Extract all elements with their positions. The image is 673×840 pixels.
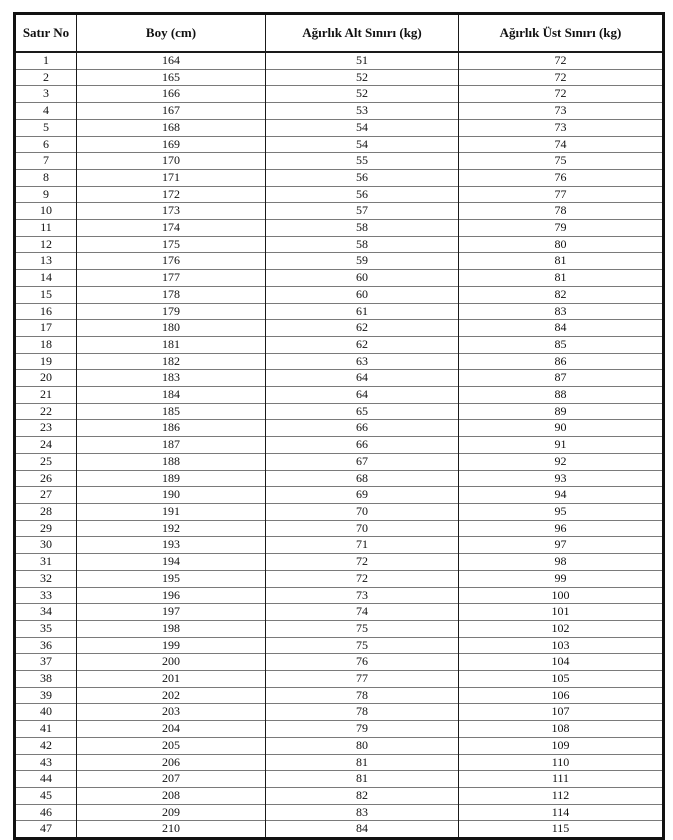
table-row <box>15 169 664 186</box>
column-header-boy-cm: Boy (cm) <box>77 14 266 53</box>
column-header-agirlik-ust-siniri: Ağırlık Üst Sınırı (kg) <box>459 14 664 53</box>
table-row <box>15 136 664 153</box>
table-row <box>15 487 664 504</box>
cell-boy-cm: 204 <box>77 721 266 738</box>
cell-agirlik-alt-siniri: 75 <box>266 637 459 654</box>
cell-agirlik-ust-siniri: 94 <box>459 487 664 504</box>
cell-agirlik-alt-siniri: 58 <box>266 220 459 237</box>
cell-agirlik-ust-siniri: 95 <box>459 503 664 520</box>
cell-agirlik-alt-siniri: 64 <box>266 387 459 404</box>
cell-satir-no: 23 <box>15 420 77 437</box>
table-row <box>15 771 664 788</box>
cell-agirlik-ust-siniri: 80 <box>459 236 664 253</box>
cell-agirlik-alt-siniri: 80 <box>266 737 459 754</box>
table-row <box>15 336 664 353</box>
cell-agirlik-alt-siniri: 53 <box>266 103 459 120</box>
cell-boy-cm: 201 <box>77 671 266 688</box>
table-row <box>15 220 664 237</box>
cell-boy-cm: 172 <box>77 186 266 203</box>
cell-agirlik-alt-siniri: 51 <box>266 52 459 69</box>
cell-satir-no: 37 <box>15 654 77 671</box>
cell-agirlik-ust-siniri: 72 <box>459 86 664 103</box>
cell-agirlik-alt-siniri: 83 <box>266 804 459 821</box>
cell-agirlik-alt-siniri: 81 <box>266 754 459 771</box>
cell-agirlik-alt-siniri: 76 <box>266 654 459 671</box>
cell-satir-no: 1 <box>15 52 77 69</box>
cell-agirlik-ust-siniri: 85 <box>459 336 664 353</box>
table-row <box>15 570 664 587</box>
cell-satir-no: 34 <box>15 604 77 621</box>
table-row <box>15 620 664 637</box>
cell-boy-cm: 193 <box>77 537 266 554</box>
cell-satir-no: 33 <box>15 587 77 604</box>
cell-satir-no: 31 <box>15 554 77 571</box>
cell-boy-cm: 174 <box>77 220 266 237</box>
cell-agirlik-ust-siniri: 75 <box>459 153 664 170</box>
cell-satir-no: 10 <box>15 203 77 220</box>
cell-agirlik-ust-siniri: 72 <box>459 69 664 86</box>
table-row <box>15 103 664 120</box>
cell-boy-cm: 183 <box>77 370 266 387</box>
cell-boy-cm: 180 <box>77 320 266 337</box>
cell-boy-cm: 169 <box>77 136 266 153</box>
cell-agirlik-ust-siniri: 90 <box>459 420 664 437</box>
cell-boy-cm: 208 <box>77 787 266 804</box>
table-row <box>15 303 664 320</box>
cell-satir-no: 3 <box>15 86 77 103</box>
cell-agirlik-ust-siniri: 73 <box>459 119 664 136</box>
cell-boy-cm: 202 <box>77 687 266 704</box>
cell-agirlik-alt-siniri: 57 <box>266 203 459 220</box>
table-row <box>15 503 664 520</box>
cell-agirlik-ust-siniri: 72 <box>459 52 664 69</box>
cell-agirlik-ust-siniri: 100 <box>459 587 664 604</box>
cell-satir-no: 24 <box>15 437 77 454</box>
table-row <box>15 821 664 839</box>
cell-agirlik-ust-siniri: 81 <box>459 270 664 287</box>
cell-boy-cm: 182 <box>77 353 266 370</box>
cell-boy-cm: 209 <box>77 804 266 821</box>
cell-agirlik-alt-siniri: 70 <box>266 520 459 537</box>
cell-boy-cm: 177 <box>77 270 266 287</box>
cell-satir-no: 8 <box>15 169 77 186</box>
cell-agirlik-alt-siniri: 54 <box>266 119 459 136</box>
cell-satir-no: 9 <box>15 186 77 203</box>
cell-agirlik-alt-siniri: 59 <box>266 253 459 270</box>
table-row <box>15 737 664 754</box>
cell-agirlik-ust-siniri: 104 <box>459 654 664 671</box>
cell-agirlik-alt-siniri: 81 <box>266 771 459 788</box>
cell-satir-no: 21 <box>15 387 77 404</box>
cell-satir-no: 20 <box>15 370 77 387</box>
table-row <box>15 420 664 437</box>
cell-agirlik-alt-siniri: 69 <box>266 487 459 504</box>
header-row <box>15 14 664 53</box>
table-body <box>15 52 664 839</box>
table-row <box>15 253 664 270</box>
cell-agirlik-alt-siniri: 54 <box>266 136 459 153</box>
cell-agirlik-ust-siniri: 78 <box>459 203 664 220</box>
cell-boy-cm: 166 <box>77 86 266 103</box>
table-row <box>15 353 664 370</box>
cell-agirlik-alt-siniri: 78 <box>266 687 459 704</box>
table-row <box>15 721 664 738</box>
table-row <box>15 286 664 303</box>
cell-satir-no: 5 <box>15 119 77 136</box>
cell-satir-no: 47 <box>15 821 77 839</box>
cell-agirlik-ust-siniri: 108 <box>459 721 664 738</box>
cell-boy-cm: 187 <box>77 437 266 454</box>
cell-boy-cm: 197 <box>77 604 266 621</box>
cell-agirlik-alt-siniri: 68 <box>266 470 459 487</box>
table-row <box>15 52 664 69</box>
table-row <box>15 470 664 487</box>
cell-boy-cm: 199 <box>77 637 266 654</box>
table-row <box>15 320 664 337</box>
cell-agirlik-alt-siniri: 61 <box>266 303 459 320</box>
table-row <box>15 520 664 537</box>
cell-agirlik-alt-siniri: 74 <box>266 604 459 621</box>
cell-satir-no: 29 <box>15 520 77 537</box>
cell-boy-cm: 205 <box>77 737 266 754</box>
cell-satir-no: 35 <box>15 620 77 637</box>
cell-agirlik-ust-siniri: 88 <box>459 387 664 404</box>
cell-agirlik-ust-siniri: 103 <box>459 637 664 654</box>
table-row <box>15 554 664 571</box>
cell-agirlik-alt-siniri: 55 <box>266 153 459 170</box>
cell-boy-cm: 164 <box>77 52 266 69</box>
cell-agirlik-ust-siniri: 82 <box>459 286 664 303</box>
table-row <box>15 403 664 420</box>
cell-agirlik-ust-siniri: 84 <box>459 320 664 337</box>
cell-boy-cm: 190 <box>77 487 266 504</box>
cell-agirlik-alt-siniri: 60 <box>266 286 459 303</box>
cell-agirlik-ust-siniri: 105 <box>459 671 664 688</box>
cell-satir-no: 42 <box>15 737 77 754</box>
cell-agirlik-ust-siniri: 98 <box>459 554 664 571</box>
cell-boy-cm: 179 <box>77 303 266 320</box>
cell-satir-no: 18 <box>15 336 77 353</box>
cell-agirlik-ust-siniri: 109 <box>459 737 664 754</box>
cell-agirlik-alt-siniri: 52 <box>266 86 459 103</box>
cell-agirlik-ust-siniri: 86 <box>459 353 664 370</box>
table-row <box>15 537 664 554</box>
cell-agirlik-alt-siniri: 56 <box>266 186 459 203</box>
cell-boy-cm: 191 <box>77 503 266 520</box>
cell-boy-cm: 207 <box>77 771 266 788</box>
cell-boy-cm: 194 <box>77 554 266 571</box>
cell-agirlik-alt-siniri: 77 <box>266 671 459 688</box>
cell-agirlik-alt-siniri: 73 <box>266 587 459 604</box>
cell-agirlik-ust-siniri: 112 <box>459 787 664 804</box>
cell-agirlik-ust-siniri: 89 <box>459 403 664 420</box>
cell-agirlik-alt-siniri: 66 <box>266 437 459 454</box>
cell-agirlik-alt-siniri: 56 <box>266 169 459 186</box>
table-row <box>15 787 664 804</box>
cell-agirlik-ust-siniri: 115 <box>459 821 664 839</box>
cell-boy-cm: 185 <box>77 403 266 420</box>
cell-satir-no: 6 <box>15 136 77 153</box>
cell-boy-cm: 196 <box>77 587 266 604</box>
cell-satir-no: 7 <box>15 153 77 170</box>
cell-satir-no: 43 <box>15 754 77 771</box>
table-row <box>15 153 664 170</box>
cell-agirlik-alt-siniri: 71 <box>266 537 459 554</box>
table-header <box>15 14 664 53</box>
cell-agirlik-ust-siniri: 102 <box>459 620 664 637</box>
cell-agirlik-ust-siniri: 111 <box>459 771 664 788</box>
cell-agirlik-ust-siniri: 91 <box>459 437 664 454</box>
table-row <box>15 654 664 671</box>
cell-agirlik-alt-siniri: 84 <box>266 821 459 839</box>
table-row <box>15 804 664 821</box>
cell-agirlik-ust-siniri: 81 <box>459 253 664 270</box>
cell-boy-cm: 165 <box>77 69 266 86</box>
cell-satir-no: 14 <box>15 270 77 287</box>
cell-boy-cm: 181 <box>77 336 266 353</box>
cell-satir-no: 39 <box>15 687 77 704</box>
cell-satir-no: 11 <box>15 220 77 237</box>
cell-satir-no: 36 <box>15 637 77 654</box>
cell-agirlik-ust-siniri: 92 <box>459 453 664 470</box>
cell-satir-no: 28 <box>15 503 77 520</box>
cell-satir-no: 40 <box>15 704 77 721</box>
cell-satir-no: 15 <box>15 286 77 303</box>
cell-satir-no: 2 <box>15 69 77 86</box>
cell-boy-cm: 206 <box>77 754 266 771</box>
cell-agirlik-alt-siniri: 58 <box>266 236 459 253</box>
cell-boy-cm: 198 <box>77 620 266 637</box>
table-row <box>15 687 664 704</box>
cell-agirlik-ust-siniri: 77 <box>459 186 664 203</box>
cell-boy-cm: 170 <box>77 153 266 170</box>
cell-satir-no: 25 <box>15 453 77 470</box>
cell-boy-cm: 200 <box>77 654 266 671</box>
cell-agirlik-alt-siniri: 72 <box>266 554 459 571</box>
cell-agirlik-alt-siniri: 72 <box>266 570 459 587</box>
cell-agirlik-ust-siniri: 110 <box>459 754 664 771</box>
cell-agirlik-ust-siniri: 96 <box>459 520 664 537</box>
cell-agirlik-ust-siniri: 93 <box>459 470 664 487</box>
cell-agirlik-alt-siniri: 66 <box>266 420 459 437</box>
cell-satir-no: 26 <box>15 470 77 487</box>
table-row <box>15 671 664 688</box>
table-row <box>15 604 664 621</box>
cell-agirlik-alt-siniri: 62 <box>266 320 459 337</box>
table-row <box>15 704 664 721</box>
cell-agirlik-alt-siniri: 78 <box>266 704 459 721</box>
cell-boy-cm: 184 <box>77 387 266 404</box>
table-row <box>15 119 664 136</box>
table-row <box>15 587 664 604</box>
cell-satir-no: 16 <box>15 303 77 320</box>
cell-agirlik-ust-siniri: 97 <box>459 537 664 554</box>
cell-agirlik-ust-siniri: 101 <box>459 604 664 621</box>
cell-agirlik-ust-siniri: 87 <box>459 370 664 387</box>
table-row <box>15 270 664 287</box>
cell-satir-no: 45 <box>15 787 77 804</box>
cell-boy-cm: 173 <box>77 203 266 220</box>
cell-boy-cm: 195 <box>77 570 266 587</box>
cell-satir-no: 46 <box>15 804 77 821</box>
cell-agirlik-alt-siniri: 62 <box>266 336 459 353</box>
cell-satir-no: 27 <box>15 487 77 504</box>
cell-boy-cm: 167 <box>77 103 266 120</box>
cell-boy-cm: 171 <box>77 169 266 186</box>
cell-boy-cm: 188 <box>77 453 266 470</box>
table-row <box>15 387 664 404</box>
cell-satir-no: 38 <box>15 671 77 688</box>
table-row <box>15 437 664 454</box>
table-row <box>15 453 664 470</box>
cell-agirlik-alt-siniri: 75 <box>266 620 459 637</box>
table-row <box>15 754 664 771</box>
cell-agirlik-ust-siniri: 107 <box>459 704 664 721</box>
cell-boy-cm: 176 <box>77 253 266 270</box>
cell-agirlik-alt-siniri: 70 <box>266 503 459 520</box>
cell-boy-cm: 186 <box>77 420 266 437</box>
cell-agirlik-alt-siniri: 52 <box>266 69 459 86</box>
cell-agirlik-ust-siniri: 73 <box>459 103 664 120</box>
table-row <box>15 69 664 86</box>
cell-agirlik-ust-siniri: 74 <box>459 136 664 153</box>
cell-agirlik-alt-siniri: 64 <box>266 370 459 387</box>
table-row <box>15 637 664 654</box>
cell-satir-no: 17 <box>15 320 77 337</box>
cell-satir-no: 12 <box>15 236 77 253</box>
cell-agirlik-alt-siniri: 67 <box>266 453 459 470</box>
cell-satir-no: 22 <box>15 403 77 420</box>
cell-agirlik-alt-siniri: 65 <box>266 403 459 420</box>
cell-agirlik-ust-siniri: 76 <box>459 169 664 186</box>
cell-agirlik-alt-siniri: 60 <box>266 270 459 287</box>
cell-satir-no: 19 <box>15 353 77 370</box>
cell-agirlik-ust-siniri: 83 <box>459 303 664 320</box>
cell-agirlik-alt-siniri: 63 <box>266 353 459 370</box>
cell-agirlik-ust-siniri: 114 <box>459 804 664 821</box>
table-row <box>15 236 664 253</box>
cell-satir-no: 30 <box>15 537 77 554</box>
cell-boy-cm: 189 <box>77 470 266 487</box>
table-row <box>15 203 664 220</box>
table-row <box>15 370 664 387</box>
column-header-agirlik-alt-siniri: Ağırlık Alt Sınırı (kg) <box>266 14 459 53</box>
cell-satir-no: 44 <box>15 771 77 788</box>
height-weight-limits-table <box>13 12 665 840</box>
cell-boy-cm: 210 <box>77 821 266 839</box>
cell-boy-cm: 192 <box>77 520 266 537</box>
column-header-satir-no: Satır No <box>15 14 77 53</box>
table-row <box>15 86 664 103</box>
cell-agirlik-ust-siniri: 99 <box>459 570 664 587</box>
cell-boy-cm: 203 <box>77 704 266 721</box>
cell-agirlik-alt-siniri: 82 <box>266 787 459 804</box>
cell-satir-no: 32 <box>15 570 77 587</box>
cell-satir-no: 13 <box>15 253 77 270</box>
cell-satir-no: 4 <box>15 103 77 120</box>
cell-boy-cm: 175 <box>77 236 266 253</box>
cell-agirlik-alt-siniri: 79 <box>266 721 459 738</box>
cell-boy-cm: 178 <box>77 286 266 303</box>
cell-satir-no: 41 <box>15 721 77 738</box>
cell-agirlik-ust-siniri: 79 <box>459 220 664 237</box>
table-row <box>15 186 664 203</box>
cell-agirlik-ust-siniri: 106 <box>459 687 664 704</box>
cell-boy-cm: 168 <box>77 119 266 136</box>
